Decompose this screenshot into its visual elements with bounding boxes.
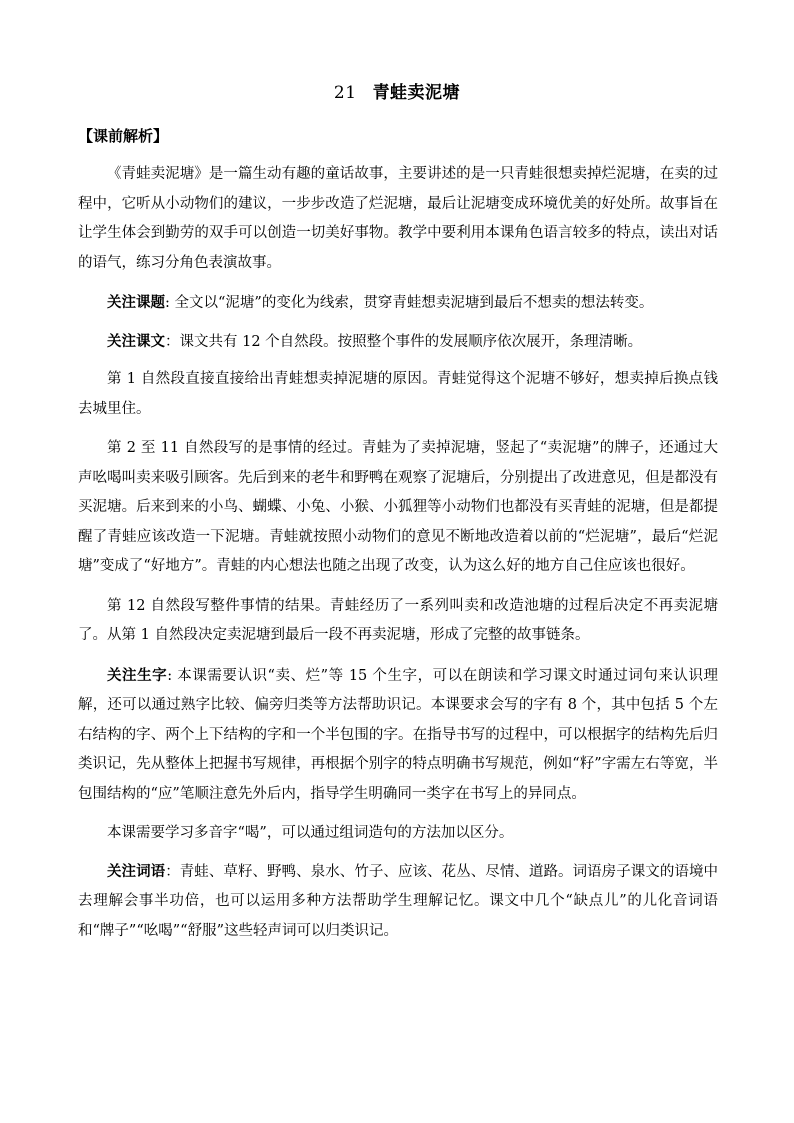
lesson-title-text: 青蛙卖泥塘 xyxy=(372,83,461,103)
focus-text-paragraph xyxy=(78,327,718,358)
focus-characters-label: 关注生字 xyxy=(107,666,168,684)
focus-words-paragraph xyxy=(78,857,718,947)
focus-characters-paragraph xyxy=(78,661,718,810)
lesson-title xyxy=(0,80,794,106)
paragraph-12-analysis: 第 12 自然段写整件事情的结果。青蛙经历了一系列叫卖和改造池塘的过程后决定不再卖泥塘了。从第 1 自然段决定卖泥塘到最后一段不再卖泥塘，形成了完整的故事链条。 xyxy=(78,597,718,643)
focus-title-paragraph xyxy=(78,288,718,319)
section-heading: 【课前解析】 xyxy=(78,127,169,145)
focus-characters-text: : 本课需要认识“卖、烂”等 15 个生字，可以在朗读和学习课文时通过词句来认识理解，还可以通过熟字比较、偏旁归类等方法帮助识记。本课要求会写的字有 8 个，其中包括 5 个左右结构的字、两个上下结构的字和一个半包围的字。在指导书写的过程中，可以根据字的结构先后归类识记，先从整体上把握书写规律，再根据个别字的特点明确书写规范，例如“籽”字需左右等宽，半包围结构的“应”笔顺注意先外后内，指导学生明确同一类字在书写上的异同点。 xyxy=(78,667,718,802)
intro-paragraph: 《青蛙卖泥塘》是一篇生动有趣的童话故事，主要讲述的是一只青蛙很想卖掉烂泥塘，在卖的过程中，它听从小动物们的建议，一步步改造了烂泥塘，最后让泥塘变成环境优美的好处所。故事旨在让学生体会到勤劳的双手可以创造一切美好事物。教学中要利用本课角色语言较多的特点，读出对话的语气，练习分角色表演故事。 xyxy=(78,166,718,271)
focus-words-label: 关注词语 xyxy=(107,862,166,880)
document-body xyxy=(78,160,718,956)
focus-title-label: 关注课题 xyxy=(107,294,165,311)
polyphone-paragraph: 本课需要学习多音字“喝”，可以通过组词造句的方法加以区分。 xyxy=(107,825,514,841)
paragraph-1-analysis: 第 1 自然段直接直接给出青蛙想卖掉泥塘的原因。青蛙觉得这个泥塘不够好，想卖掉后换点钱去城里住。 xyxy=(78,371,718,417)
focus-text-label: 关注课文 xyxy=(107,332,165,350)
paragraph-2-11-analysis: 第 2 至 11 自然段写的是事情的经过。青蛙为了卖掉泥塘，竖起了“卖泥塘”的牌子，还通过大声吆喝叫卖来吸引顾客。先后到来的老牛和野鸭在观察了泥塘后，分别提出了改进意见，但是都没有买泥塘。后来到来的小鸟、蝴蝶、小兔、小猴、小狐狸等小动物们也都没有买青蛙的泥塘，但是都提醒了青蛙应该改造一下泥塘。青蛙就按照小动物们的意见不断地改造着以前的“烂泥塘”，最后“烂泥塘”变成了“好地方”。青蛙的内心想法也随之出现了改变，认为这么好的地方自己住应该也很好。 xyxy=(78,440,718,574)
focus-title-text: : 全文以“泥塘”的变化为线索，贯穿青蛙想卖泥塘到最后不想卖的想法转变。 xyxy=(165,295,654,311)
focus-words-text: ：青蛙、草籽、野鸭、泉水、竹子、应该、花丛、尽情、道路。词语房子课文的语境中去理解会事半功倍，也可以运用多种方法帮助学生理解记忆。课文中几个“缺点儿”的儿化音词语和“牌子”“吆喝”“舒服”这些轻声词可以归类识记。 xyxy=(78,863,719,939)
lesson-number: 21 xyxy=(333,83,357,103)
focus-text-text: ：课文共有 12 个自然段。按照整个事件的发展顺序依次展开，条理清晰。 xyxy=(165,333,643,350)
